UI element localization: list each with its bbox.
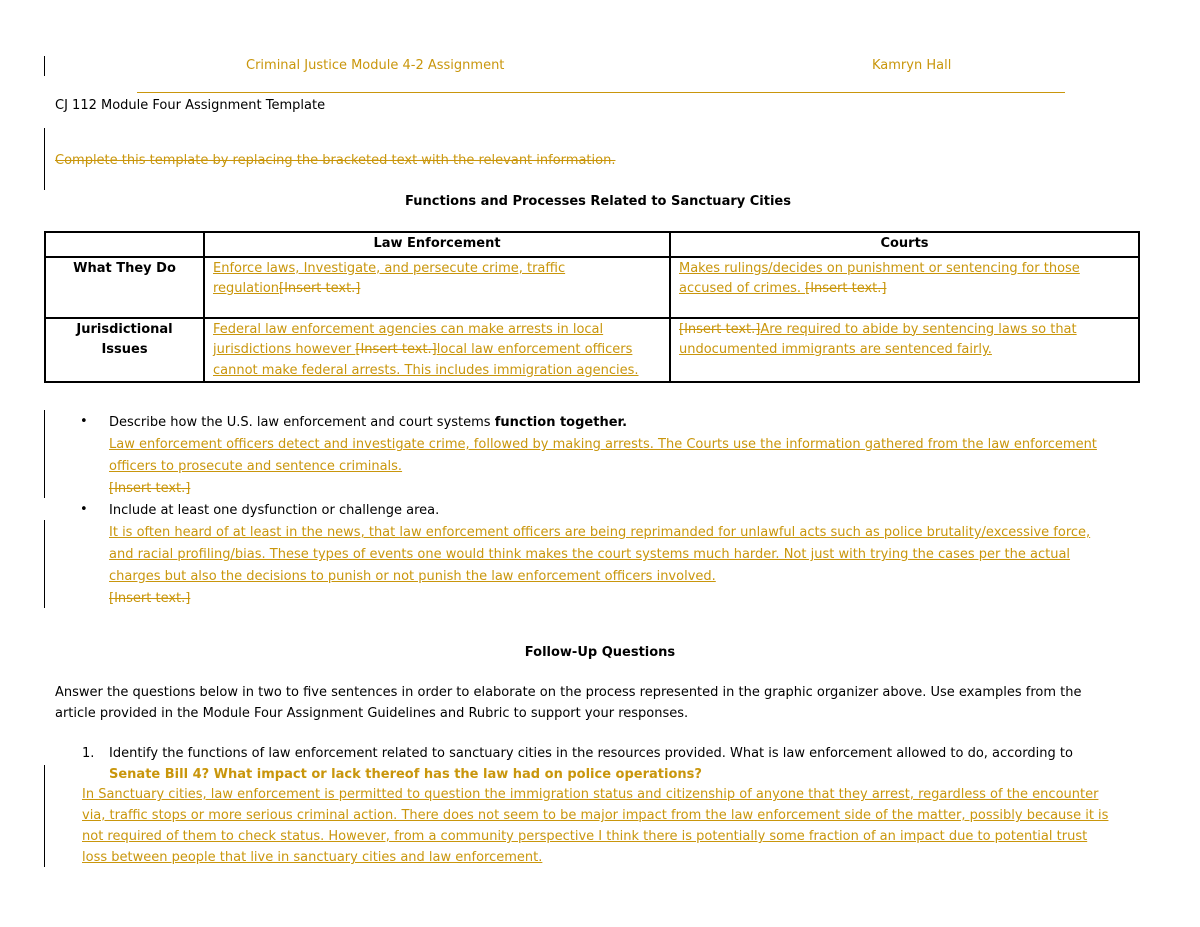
- cell-courts-jurisdictional[interactable]: [670, 318, 1139, 383]
- inserted-text: local law enforcement officers cannot make federal arrests. This includes immigration agencies.: [213, 342, 639, 378]
- deleted-text: [Insert text.]: [679, 321, 761, 337]
- bullet-2-answer-line: and racial profiling/bias. These types of events one would think makes the court systems much harder. Not just with trying the cases per the actual: [109, 547, 1071, 562]
- change-bar: [44, 765, 45, 867]
- deleted-text: [Insert text.]: [279, 281, 361, 296]
- answer-1-line: loss between people that live in sanctuary cities and law enforcement.: [82, 850, 543, 865]
- change-bar: [44, 56, 45, 76]
- header-underline: [137, 92, 1065, 93]
- inserted-text: Are required to abide by sentencing laws so that undocumented immigrants are sentenced fairly.: [679, 321, 1077, 357]
- row-label-jurisdictional-issues: Jurisdictional Issues: [45, 318, 204, 383]
- bullet-1-answer-line: Law enforcement officers detect and investigate crime, followed by making arrests. The Courts use the information gathered from the law enforcement: [109, 437, 1097, 452]
- inserted-text: Federal law enforcement agencies can make arrests in local jurisdictions however: [213, 321, 604, 357]
- follow-up-intro-line: article provided in the Module Four Assignment Guidelines and Rubric to support your responses.: [55, 706, 689, 721]
- cell-law-what-they-do[interactable]: [204, 257, 670, 318]
- bullet-2-deleted-placeholder: [Insert text.]: [109, 591, 191, 606]
- deleted-text: [Insert text.]: [805, 281, 887, 296]
- table-row: [45, 257, 1139, 318]
- bullet-icon: •: [80, 502, 88, 517]
- table-corner-cell: [45, 232, 204, 257]
- cell-courts-what-they-do[interactable]: [670, 257, 1139, 318]
- inserted-text: Makes rulings/decides on punishment or sentencing for those accused of crimes.: [679, 260, 1080, 296]
- question-1-bold-text: Senate Bill 4? What impact or lack thereof has the law had on police operations?: [109, 767, 702, 782]
- header-author-name: Kamryn Hall: [872, 58, 952, 73]
- bullet-1-deleted-placeholder: [Insert text.]: [109, 481, 191, 496]
- document-title: CJ 112 Module Four Assignment Template: [55, 98, 326, 113]
- organizer-table: [44, 231, 1140, 383]
- answer-1-line: In Sanctuary cities, law enforcement is permitted to question the immigration status and citizenship of anyone that they arrest, regardless of the encounter: [82, 787, 1099, 802]
- bullet-1-answer-line: officers to prosecute and sentence criminals.: [109, 459, 403, 474]
- row-label-what-they-do: What They Do: [45, 257, 204, 318]
- bullet-prompt-2: Include at least one dysfunction or challenge area.: [109, 503, 440, 518]
- answer-1-line: via, traffic stops or more serious criminal action. There does not seem to be major impact from the law enforcement side of the matter, possibly because it is: [82, 808, 1109, 823]
- section-title: Functions and Processes Related to Sanctuary Cities: [405, 194, 791, 209]
- question-1-text: Identify the functions of law enforcement related to sanctuary cities in the resources provided. What is law enforcement allowed to do, according to: [109, 746, 1073, 761]
- header-assignment-title: Criminal Justice Module 4-2 Assignment: [246, 58, 505, 73]
- deleted-text: [Insert text.]: [355, 342, 437, 357]
- column-header-law-enforcement: Law Enforcement: [204, 232, 670, 257]
- question-1-number: 1.: [82, 746, 95, 761]
- bullet-2-answer-line: It is often heard of at least in the news, that law enforcement officers are being reprimanded for unlawful acts such as police brutality/excessive force,: [109, 525, 1091, 540]
- bullet-icon: •: [80, 414, 88, 429]
- table-row: [45, 318, 1139, 383]
- bullet-prompt-1: Describe how the U.S. law enforcement and court systems function together.: [109, 415, 628, 430]
- table-header-row: [45, 232, 1139, 257]
- answer-1-line: not required of them to check status. However, from a community perspective I think there is potentially some fraction of an impact due to potential trust: [82, 829, 1088, 844]
- inserted-text: Enforce laws, Investigate, and persecute crime, traffic regulation: [213, 260, 566, 296]
- change-bar: [44, 128, 45, 190]
- change-bar: [44, 410, 45, 498]
- change-bar: [44, 520, 45, 608]
- deleted-instruction: Complete this template by replacing the bracketed text with the relevant information.: [55, 153, 616, 168]
- bullet-2-answer-line: charges but also the decisions to punish or not punish the law enforcement officers involved.: [109, 569, 716, 584]
- follow-up-title: Follow-Up Questions: [524, 645, 676, 660]
- follow-up-intro-line: Answer the questions below in two to five sentences in order to elaborate on the process represented in the graphic organizer above. Use examples from the: [55, 685, 1082, 700]
- cell-law-jurisdictional[interactable]: [204, 318, 670, 383]
- column-header-courts: Courts: [670, 232, 1139, 257]
